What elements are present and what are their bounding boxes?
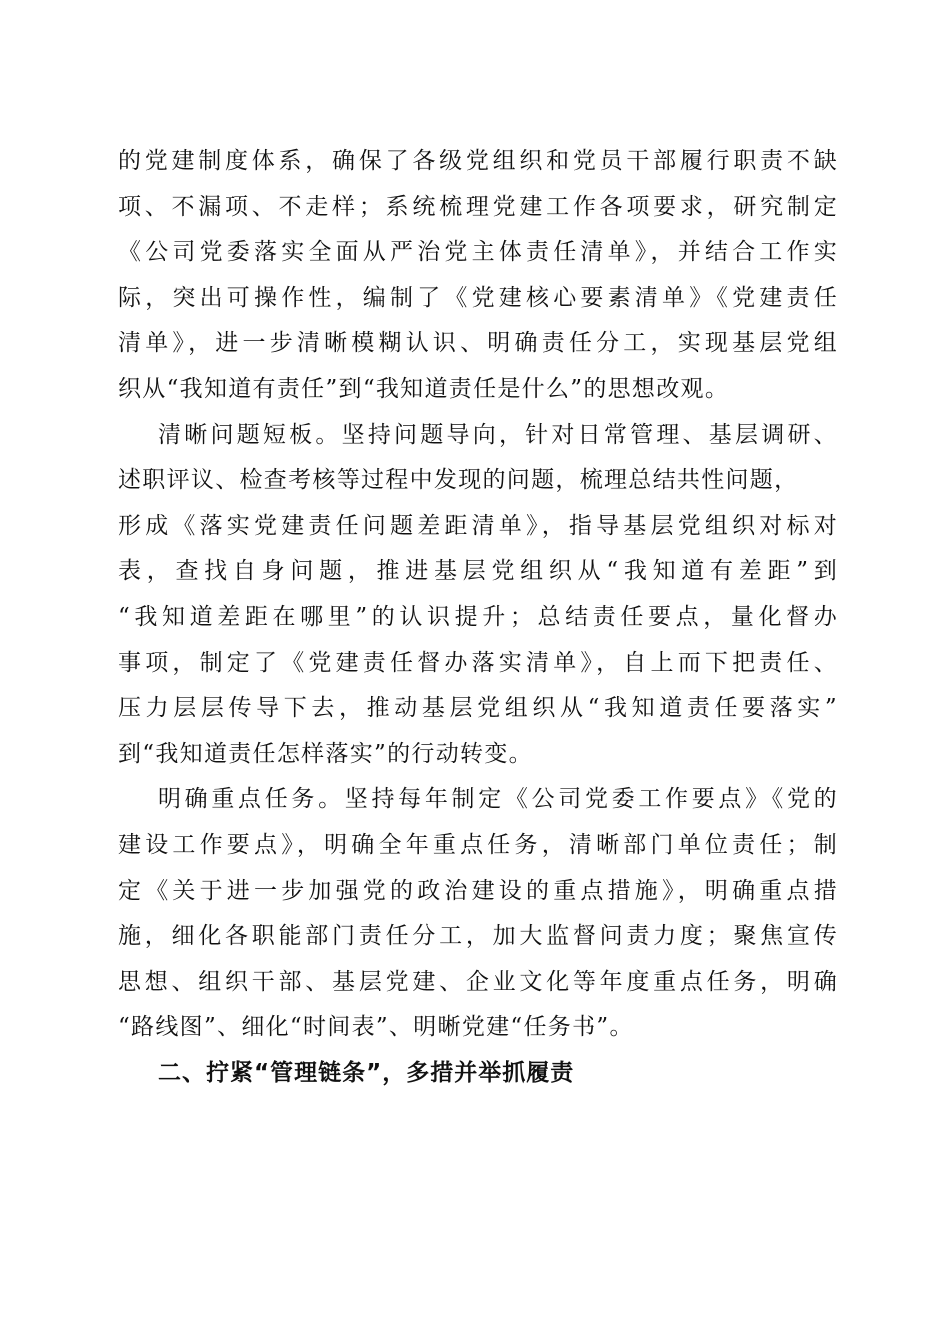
text-line: 明确重点任务。坚持每年制定《公司党委工作要点》《党的 bbox=[158, 786, 838, 813]
text-line: 定《关于进一步加强党的政治建设的重点措施》，明确重点措 bbox=[118, 877, 838, 904]
text-line: 际，突出可操作性，编制了《党建核心要素清单》《党建责任 bbox=[118, 284, 838, 311]
text-line: 述职评议、检查考核等过程中发现的问题，梳理总结共性问题， bbox=[118, 467, 799, 494]
text-line: 的党建制度体系，确保了各级党组织和党员干部履行职责不缺 bbox=[118, 148, 838, 174]
text-line: 建设工作要点》，明确全年重点任务，清晰部门单位责任；制 bbox=[118, 831, 838, 858]
text-line: 《公司党委落实全面从严治党主体责任清单》，并结合工作实 bbox=[118, 239, 838, 266]
text-line: 织从“我知道有责任”到“我知道责任是什么”的思想改观。 bbox=[118, 375, 730, 402]
text-line: 清晰问题短板。坚持问题导向，针对日常管理、基层调研、 bbox=[158, 421, 838, 448]
paragraph-key-tasks bbox=[118, 777, 838, 1051]
text-line: “我知道差距在哪里”的认识提升；总结责任要点，量化督办 bbox=[118, 603, 838, 630]
text-line: 压力层层传导下去，推动基层党组织从“我知道责任要落实” bbox=[118, 695, 838, 722]
text-line: 施，细化各职能部门责任分工，加大监督问责力度；聚焦宣传 bbox=[118, 923, 838, 950]
text-line: 事项，制定了《党建责任督办落实清单》，自上而下把责任、 bbox=[118, 649, 838, 676]
document-body bbox=[118, 139, 838, 1096]
paragraph-problem-shortboard bbox=[118, 413, 838, 778]
text-line: 思想、组织干部、基层党建、企业文化等年度重点任务，明确 bbox=[118, 968, 838, 995]
text-line: 表，查找自身问题，推进基层党组织从“我知道有差距”到 bbox=[118, 558, 838, 585]
text-line: “路线图”、细化“时间表”、明晰党建“任务书”。 bbox=[118, 1014, 634, 1041]
text-line: 形成《落实党建责任问题差距清单》，指导基层党组织对标对 bbox=[118, 512, 838, 539]
text-line: 到“我知道责任怎样落实”的行动转变。 bbox=[118, 740, 533, 767]
section-heading: 二、拧紧“管理链条”，多措并举抓履责 bbox=[158, 1059, 575, 1086]
text-line: 项、不漏项、不走样；系统梳理党建工作各项要求，研究制定 bbox=[118, 193, 838, 220]
text-line: 清单》，进一步清晰模糊认识、明确责任分工，实现基层党组 bbox=[118, 330, 838, 357]
paragraph-system bbox=[118, 139, 838, 413]
